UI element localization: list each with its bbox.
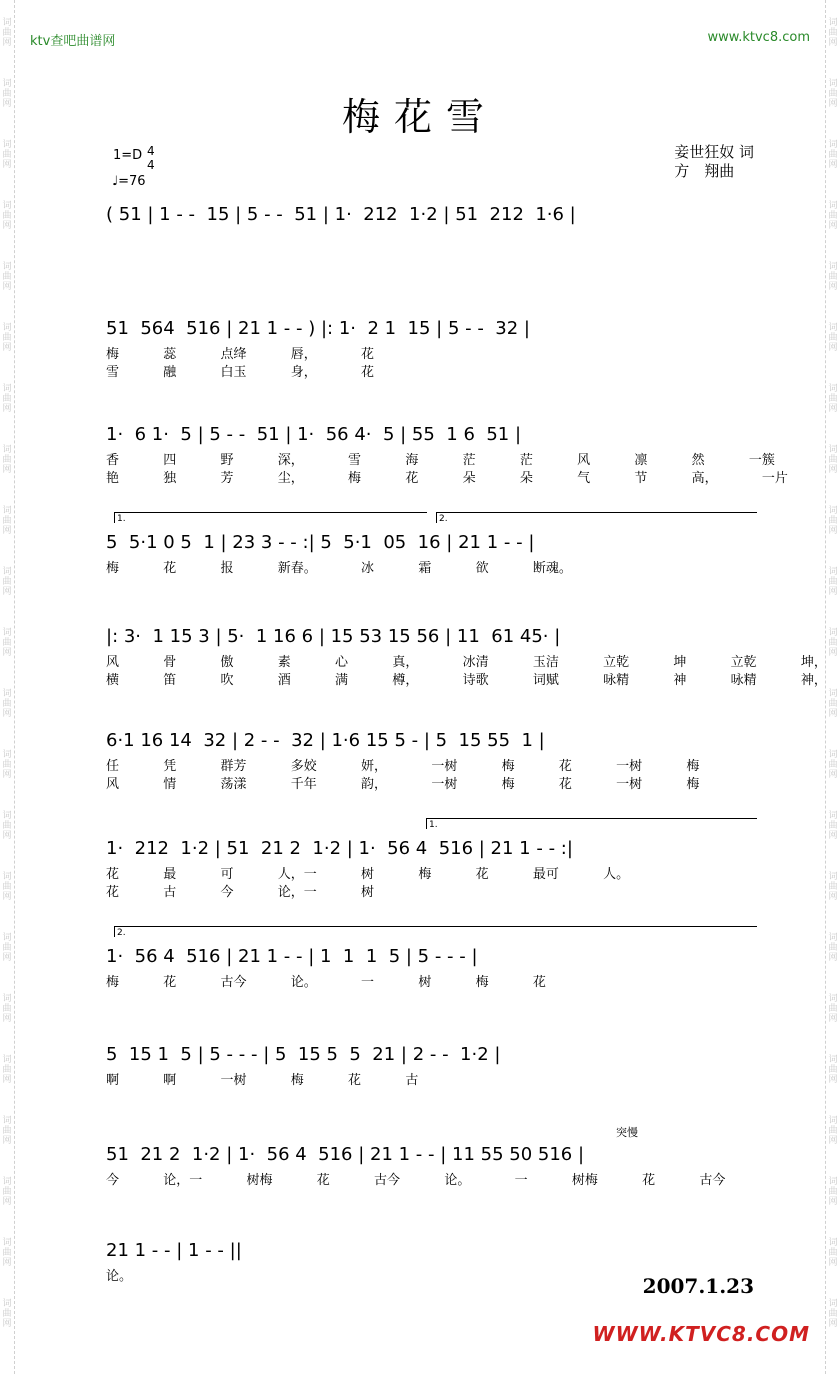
watermark-right-11: 词 曲 网	[828, 689, 838, 719]
volta-bracket: 2.	[114, 926, 757, 937]
lyric-line-1: 论。	[106, 1269, 133, 1284]
score-row-5	[106, 620, 827, 690]
watermark-left-18: 词 曲 网	[2, 1116, 12, 1146]
watermark-right-15: 词 曲 网	[828, 933, 838, 963]
watermark-left-16: 词 曲 网	[2, 994, 12, 1024]
watermark-left-2: 词 曲 网	[2, 140, 12, 170]
lyric-line-1: 今 论，一 树梅 花 古今 论。 一 树梅 花 古今	[106, 1173, 726, 1188]
watermark-right-13: 词 曲 网	[828, 811, 838, 841]
lyricist-credit: 妾世狂奴 词	[674, 143, 754, 161]
score-row-8	[106, 928, 754, 992]
lyric-line-2: 花 古 今 论，一 树	[106, 885, 375, 900]
watermark-right-7: 词 曲 网	[828, 445, 838, 475]
brand-logo[interactable]	[593, 1322, 810, 1346]
notation-line: 1· 212 1·2 | 51 21 2 1·2 | 1· 56 4 516 | 21 1 - - :|	[106, 838, 573, 859]
lyric-line-2: 艳 独 芳 尘， 梅 花 朵 朵 气 节 高， 一片	[106, 471, 788, 486]
watermark-right-16: 词 曲 网	[828, 994, 838, 1024]
watermark-left-10: 词 曲 网	[2, 628, 12, 658]
watermark-left-5: 词 曲 网	[2, 323, 12, 353]
lyric-line-2: 风 情 荡漾 千年 韵， 一树 梅 花 一树 梅	[106, 777, 700, 792]
score-row-7	[106, 820, 754, 902]
score-row-1	[106, 198, 754, 232]
lyric-line-1: 啊 啊 一树 梅 花 古	[106, 1073, 419, 1088]
volta-bracket: 2.	[436, 512, 757, 523]
watermark-right-3: 词 曲 网	[828, 201, 838, 231]
notation-line: 51 21 2 1·2 | 1· 56 4 516 | 21 1 - - | 11 55 50 516 |	[106, 1144, 585, 1165]
notation-line: 5 5·1 0 5 1 | 23 3 - - :| 5 5·1 05 16 | 21 1 - - |	[106, 532, 535, 553]
key-signature: 1=D	[113, 148, 143, 163]
watermark-right-12: 词 曲 网	[828, 750, 838, 780]
time-signature	[147, 144, 155, 172]
score-row-9	[106, 1038, 754, 1090]
watermark-left-13: 词 曲 网	[2, 811, 12, 841]
watermark-left-6: 词 曲 网	[2, 384, 12, 414]
lyric-line-1: 梅 蕊 点绛 唇， 花	[106, 347, 375, 362]
volta-bracket: 1.	[114, 512, 427, 523]
tempo-marking: ♩=76	[112, 174, 146, 189]
watermark-right-21: 词 曲 网	[828, 1299, 838, 1329]
watermark-right-0: 词 曲 网	[828, 18, 838, 48]
watermark-left-1: 词 曲 网	[2, 79, 12, 109]
lyric-line-2: 横 笛 吹 酒 满 樽， 诗歌 词赋 咏精 神 咏精 神，	[106, 673, 827, 688]
notation-line: ( 51 | 1 - - 15 | 5 - - 51 | 1· 212 1·2 | 51 212 1·6 |	[106, 204, 576, 225]
watermark-left-17: 词 曲 网	[2, 1055, 12, 1085]
notation-line: 51 564 516 | 21 1 - - ) |: 1· 2 1 15 | 5 - - 32 |	[106, 318, 530, 339]
watermark-right-8: 词 曲 网	[828, 506, 838, 536]
song-title: 梅花雪	[341, 95, 498, 139]
lyric-line-1: 任 凭 群芳 多姣 妍， 一树 梅 花 一树 梅	[106, 759, 700, 774]
watermark-left-0: 词 曲 网	[2, 18, 12, 48]
watermark-left-14: 词 曲 网	[2, 872, 12, 902]
watermark-right-17: 词 曲 网	[828, 1055, 838, 1085]
brand-logo-part-a: WWW.	[592, 1322, 669, 1346]
notation-line: |: 3· 1 15 3 | 5· 1 16 6 | 15 53 15 56 | 11 61 45· |	[106, 626, 561, 647]
notation-line: 1· 6 1· 5 | 5 - - 51 | 1· 56 4· 5 | 55 1 6 51 |	[106, 424, 522, 445]
watermark-left-19: 词 曲 网	[2, 1177, 12, 1207]
watermark-right-19: 词 曲 网	[828, 1177, 838, 1207]
score-row-2	[106, 312, 754, 382]
score-row-6	[106, 724, 754, 794]
time-signature-top: 4	[147, 144, 155, 158]
site-name-left[interactable]: ktv查吧曲谱网	[30, 34, 116, 49]
brand-logo-part-b: KTVC8	[668, 1322, 747, 1346]
score-row-4	[106, 514, 754, 578]
watermark-right-20: 词 曲 网	[828, 1238, 838, 1268]
composer-credit: 方 翔曲	[674, 162, 735, 180]
watermark-left-9: 词 曲 网	[2, 567, 12, 597]
lyric-line-1: 花 最 可 人，一 树 梅 花 最可 人。	[106, 867, 630, 882]
watermark-right-2: 词 曲 网	[828, 140, 838, 170]
score-date: 2007.1.23	[642, 1274, 754, 1298]
ritardando-mark: 突慢	[616, 1126, 638, 1139]
watermark-left-11: 词 曲 网	[2, 689, 12, 719]
watermark-left-15: 词 曲 网	[2, 933, 12, 963]
notation-line: 5 15 1 5 | 5 - - - | 5 15 5 5 21 | 2 - - 1·2 |	[106, 1044, 501, 1065]
lyric-line-1: 梅 花 古今 论。 一 树 梅 花	[106, 975, 546, 990]
watermark-left-3: 词 曲 网	[2, 201, 12, 231]
watermark-left-21: 词 曲 网	[2, 1299, 12, 1329]
watermark-left-4: 词 曲 网	[2, 262, 12, 292]
watermark-right-6: 词 曲 网	[828, 384, 838, 414]
volta-bracket: 1.	[426, 818, 757, 829]
watermark-left-12: 词 曲 网	[2, 750, 12, 780]
watermark-left-8: 词 曲 网	[2, 506, 12, 536]
watermark-right-9: 词 曲 网	[828, 567, 838, 597]
site-url-right[interactable]: www.ktvc8.com	[707, 30, 810, 45]
score-row-3	[106, 418, 788, 488]
lyric-line-2: 雪 融 白玉 身， 花	[106, 365, 375, 380]
lyric-line-1: 香 四 野 深， 雪 海 茫 茫 风 凛 然 一簇	[106, 453, 775, 468]
notation-line: 6·1 16 14 32 | 2 - - 32 | 1·6 15 5 - | 5 15 55 1 |	[106, 730, 545, 751]
watermark-left-20: 词 曲 网	[2, 1238, 12, 1268]
lyric-line-1: 梅 花 报 新春。 冰 霜 欲 断魂。	[106, 561, 572, 576]
credits	[674, 143, 754, 181]
watermark-right-14: 词 曲 网	[828, 872, 838, 902]
notation-line: 1· 56 4 516 | 21 1 - - | 1 1 1 5 | 5 - - - |	[106, 946, 478, 967]
brand-logo-part-c: .COM	[746, 1322, 810, 1346]
notation-line: 21 1 - - | 1 - - ||	[106, 1240, 242, 1261]
watermark-right-4: 词 曲 网	[828, 262, 838, 292]
watermark-right-5: 词 曲 网	[828, 323, 838, 353]
watermark-right-18: 词 曲 网	[828, 1116, 838, 1146]
lyric-line-1: 风 骨 傲 素 心 真， 冰清 玉洁 立乾 坤 立乾 坤，	[106, 655, 827, 670]
watermark-right-1: 词 曲 网	[828, 79, 838, 109]
watermark-left-7: 词 曲 网	[2, 445, 12, 475]
watermark-right-10: 词 曲 网	[828, 628, 838, 658]
time-signature-bottom: 4	[147, 158, 155, 172]
score-row-10	[106, 1126, 754, 1190]
